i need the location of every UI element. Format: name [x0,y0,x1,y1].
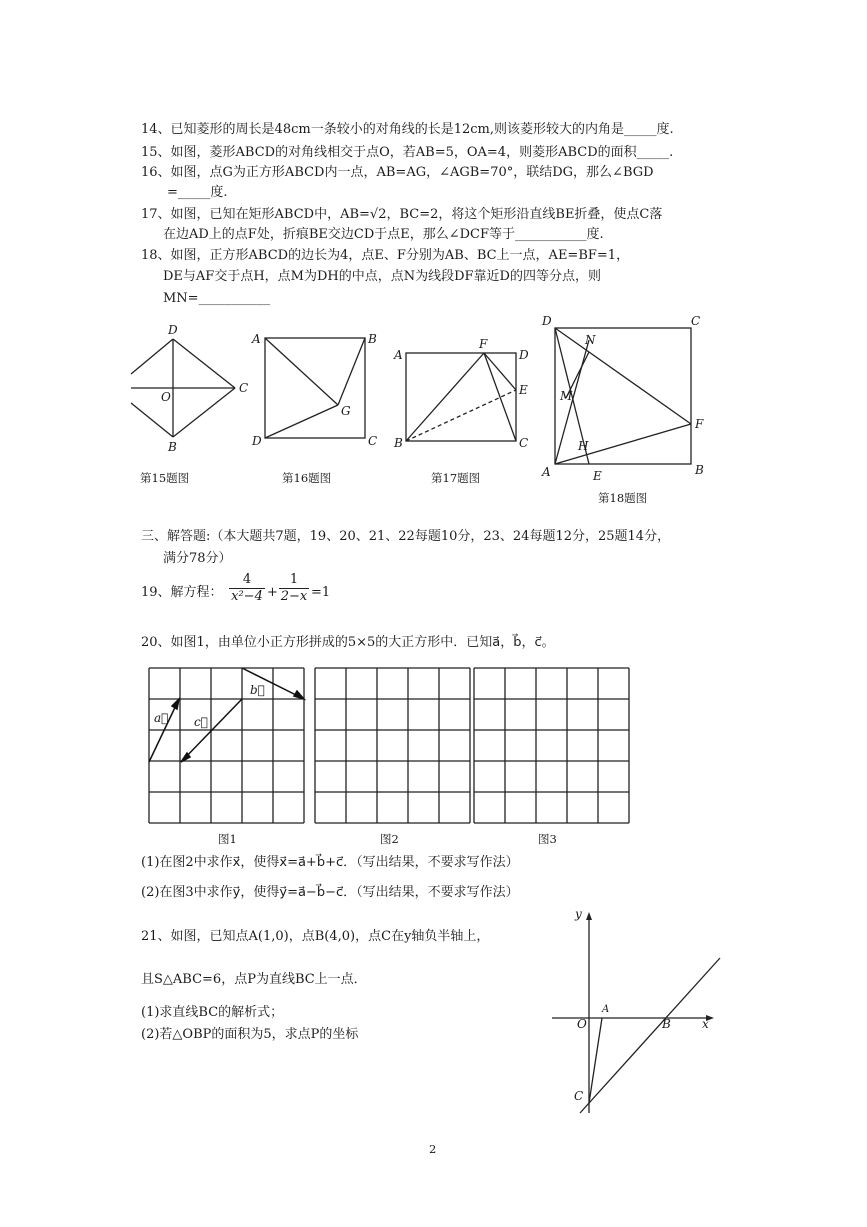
problem-18-line3: MN=___________ [163,291,271,306]
section-3-heading: 三、解答题:（本大题共7题，19、20、21、22每题10分，23、24每题12分，25题14分， [141,529,671,544]
caption-grid-1: 图1 [218,832,237,846]
fig17-label-E: E [519,383,528,397]
fig18-label-H: H [578,439,589,453]
fig21-label-C: C [574,1089,584,1103]
fig18-label-M: M [560,389,573,403]
fig17-label-C: C [519,436,529,450]
equation-rhs: =1 [311,585,331,600]
figure-16-square [250,325,380,455]
fig18-label-D: D [542,314,552,328]
fig18-label-E: E [593,469,602,483]
problem-17-line2: 在边AD上的点F处，折痕BE交边CD于点E，那么∠DCF等于___________度. [163,227,604,242]
problem-19-prefix: 19、解方程： [141,585,223,600]
fig18-label-B: B [695,463,704,477]
figure-17-rectangle [392,335,537,460]
fig15-label-C: C [239,381,249,395]
problem-18-line1: 18、如图，正方形ABCD的边长为4，点E、F分别为AB、BC上一点，AE=BF=1， [141,248,630,263]
fig16-label-B: B [368,332,377,346]
figure-21-coordinate-plane [552,908,727,1128]
vector-b-label: b⃗ [250,683,265,697]
fig18-label-C: C [691,314,701,328]
caption-fig16: 第16题图 [282,471,332,485]
problem-18-line2: DE与AF交于点H，点M为DH的中点，点N为线段DF靠近D的四等分点，则 [163,269,601,284]
fig18-label-A: A [542,465,551,479]
grid-figure-2 [314,666,474,826]
section-3-heading-cont: 满分78分） [163,551,232,566]
fig21-label-y: y [575,907,582,921]
fig17-label-B: B [394,436,403,450]
problem-21-line2: 且S△ABC=6，点P为直线BC上一点． [141,972,367,987]
fig15-label-O: O [161,390,171,404]
fig17-label-A: A [394,348,403,362]
caption-fig18: 第18题图 [598,491,648,505]
figure-15-rhombus [125,325,265,455]
fraction-2 [279,572,309,605]
fraction-2-den: 2−x [280,589,308,604]
fig16-label-C: C [368,434,378,448]
caption-fig15: 第15题图 [140,471,190,485]
fraction-1 [229,572,265,605]
problem-21-part1: (1)求直线BC的解析式； [141,1005,284,1020]
fig16-label-A: A [252,332,261,346]
problem-17-line1: 17、如图，已知在矩形ABCD中，AB=√2，BC=2，将这个矩形沿直线BE折叠，使点C落 [141,207,663,222]
fraction-1-num: 4 [242,572,252,587]
caption-fig17: 第17题图 [431,471,481,485]
problem-15: 15、如图，菱形ABCD的对角线相交于点O，若AB=5，OA=4，则菱形ABCD的面积_____. [141,145,674,160]
fraction-1-den: x²−4 [231,589,263,604]
problem-16-line1: 16、如图，点G为正方形ABCD内一点，AB=AG，∠AGB=70°，联结DG，那么∠BGD [141,165,654,180]
grid-figure-1 [148,666,308,826]
problem-14: 14、已知菱形的周长是48cm一条较小的对角线的长是12cm,则该菱形较大的内角是_____度. [141,122,674,137]
vector-c-label: c⃗ [194,715,208,729]
fig17-label-D: D [519,348,529,362]
fig18-label-F: F [695,417,704,431]
fig21-label-x: x [702,1017,709,1031]
plus-sign: + [267,585,278,600]
fig18-label-N: N [585,333,596,347]
problem-20-part2: (2)在图3中求作y⃗，使得y⃗=a⃗−b⃗−c⃗．（写出结果，不要求写作法） [141,885,519,900]
page-number: 2 [429,1142,437,1156]
fraction-2-num: 1 [289,572,299,587]
caption-grid-2: 图2 [380,832,399,846]
fig15-label-B: B [168,440,177,454]
fig17-label-F: F [479,337,488,351]
problem-16-line2: =_____度. [167,185,228,200]
fig21-label-O: O [577,1017,587,1031]
problem-20-intro: 20、如图1，由单位小正方形拼成的5×5的大正方形中．已知a⃗，b⃗，c⃗。 [141,635,555,650]
vector-a-label: a⃗ [154,711,169,725]
fig16-label-D: D [252,434,262,448]
fig21-label-B: B [662,1017,671,1031]
fig15-label-D: D [168,323,178,337]
problem-20-part1: (1)在图2中求作x⃗，使得x⃗=a⃗+b⃗+c⃗．（写出结果，不要求写作法） [141,855,519,870]
fig21-label-A: A [602,1004,610,1015]
figure-18-square [538,312,713,483]
fig16-label-G: G [341,404,351,418]
problem-21-line1: 21、如图，已知点A(1,0)，点B(4,0)，点C在y轴负半轴上， [141,929,490,944]
grid-figure-3 [473,666,633,826]
problem-21-part2: (2)若△OBP的面积为5，求点P的坐标 [141,1027,359,1042]
caption-grid-3: 图3 [538,832,557,846]
